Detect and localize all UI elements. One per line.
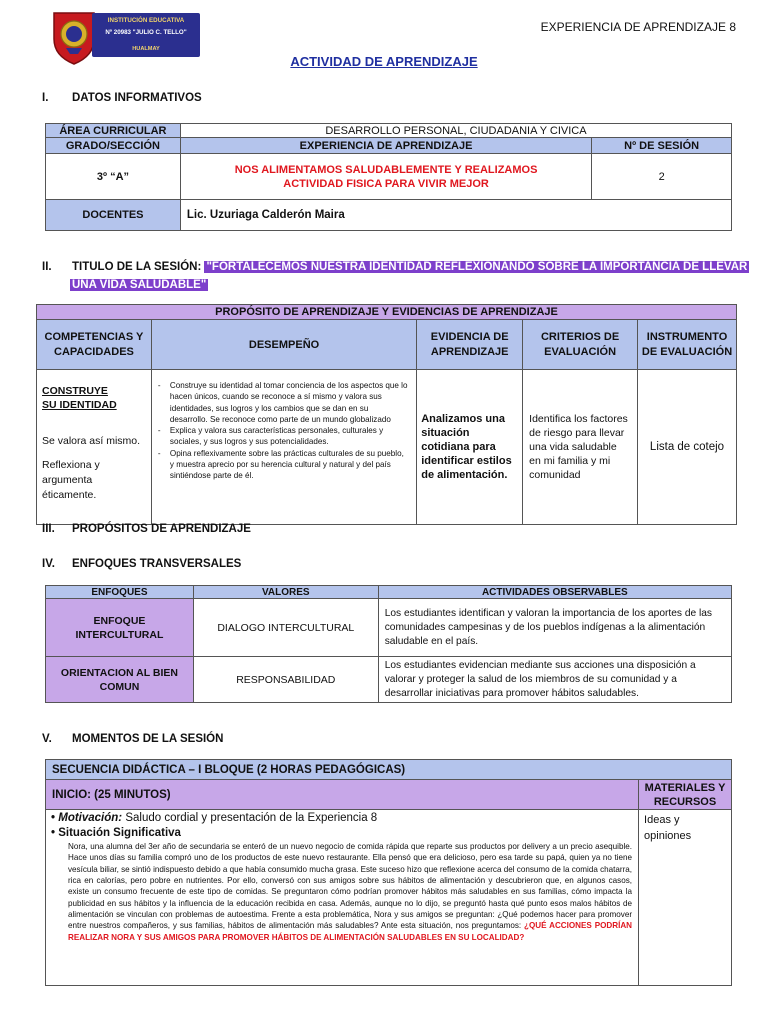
area-value: DESARROLLO PERSONAL, CIUDADANIA Y CIVICA bbox=[180, 124, 731, 138]
col-valores: VALORES bbox=[193, 586, 378, 599]
enfoque-name: ENFOQUE INTERCULTURAL bbox=[46, 599, 194, 657]
instrumento-cell: Lista de cotejo bbox=[638, 370, 737, 525]
competencia-title: CONSTRUYE SU IDENTIDAD bbox=[42, 385, 117, 411]
evidencia-cell: Analizamos una situación cotidiana para identificar estilos de alimentación. bbox=[417, 370, 523, 525]
capacidad-1: Se valora así mismo. bbox=[42, 435, 141, 447]
motivacion-label: Motivación: bbox=[58, 812, 123, 824]
section-2-title: TITULO DE LA SESIÓN: bbox=[72, 261, 202, 273]
sesion-value: 2 bbox=[592, 154, 732, 200]
grado-value: 3º “A” bbox=[46, 154, 181, 200]
enfoque-actividad: Los estudiantes identifican y valoran la importancia de los aportes de las comunidades campesinas y de los pueblos indígenas a la alimentación saludable en el país. bbox=[378, 599, 731, 657]
area-label: ÁREA CURRICULAR bbox=[46, 124, 181, 138]
competencias-cell bbox=[37, 370, 152, 525]
section-2-heading bbox=[42, 258, 749, 276]
materiales-header: MATERIALES Y RECURSOS bbox=[639, 780, 732, 810]
docentes-value: Lic. Uzuriaga Calderón Maira bbox=[180, 200, 731, 231]
enfoque-row bbox=[46, 657, 732, 703]
col-criterios: CRITERIOS DE EVALUACIÓN bbox=[523, 320, 638, 370]
logo-line-3: HUALMAY bbox=[132, 46, 160, 52]
col-desempeno: DESEMPEÑO bbox=[151, 320, 416, 370]
docentes-label: DOCENTES bbox=[46, 200, 181, 231]
desempeno-cell bbox=[151, 370, 416, 525]
experiencia-value: NOS ALIMENTAMOS SALUDABLEMENTE Y REALIZAMOS ACTIVIDAD FISICA PARA VIVIR MEJOR bbox=[180, 154, 591, 200]
momentos-table bbox=[45, 759, 732, 986]
session-title-line-2-text: UNA VIDA SALUDABLE" bbox=[72, 279, 207, 291]
section-4-number: IV. bbox=[42, 558, 56, 570]
situacion-label: Situación Significativa bbox=[58, 827, 181, 839]
enfoque-name: ORIENTACION AL BIEN COMUN bbox=[46, 657, 194, 703]
situacion-paragraph bbox=[51, 841, 634, 943]
enfoques-table bbox=[45, 585, 732, 703]
section-5-title: MOMENTOS DE LA SESIÓN bbox=[72, 733, 224, 745]
logo-line-1: INSTITUCIÓN EDUCATIVA bbox=[107, 17, 185, 24]
enfoque-row bbox=[46, 599, 732, 657]
grado-label: GRADO/SECCIÓN bbox=[46, 138, 181, 154]
situacion-line: • Situación Significativa bbox=[51, 827, 181, 839]
section-1-title: DATOS INFORMATIVOS bbox=[72, 92, 202, 104]
section-1-heading bbox=[42, 92, 202, 104]
section-2-number: II. bbox=[42, 261, 52, 273]
datos-table bbox=[45, 123, 732, 231]
capacidad-2: Reflexiona y argumenta éticamente. bbox=[42, 459, 100, 501]
section-3-title: PROPÓSITOS DE APRENDIZAJE bbox=[72, 523, 251, 535]
situacion-question: ¿QUÉ ACCIONES PODRÍAN REALIZAR NORA Y SUS AMIGOS PARA PROMOVER HÁBITOS DE ALIMENTACIÓN SALUDABLES EN SU LOCALIDAD? bbox=[68, 921, 633, 942]
col-instrumento: INSTRUMENTO DE EVALUACIÓN bbox=[638, 320, 737, 370]
inicio-content bbox=[46, 810, 639, 986]
logo-line-2: Nº 20983 "JULIO C. TELLO" bbox=[105, 29, 187, 36]
desempeno-item: - Explica y valora sus características personales, culturales y sociales, y sus logros y sus potencialidades. bbox=[157, 426, 384, 447]
inicio-header: INICIO: (25 MINUTOS) bbox=[46, 780, 639, 810]
col-evidencia: EVIDENCIA DE APRENDIZAJE bbox=[417, 320, 523, 370]
section-4-title: ENFOQUES TRANSVERSALES bbox=[72, 558, 242, 570]
enfoque-actividad: Los estudiantes evidencian mediante sus acciones una disposición a valorar y proteger la salud de los miembros de su comunidad y a desarrollar iniciativas para promover hábitos saludables. bbox=[378, 657, 731, 703]
proposito-banner: PROPÓSITO DE APRENDIZAJE Y EVIDENCIAS DE APRENDIZAJE bbox=[37, 305, 737, 320]
section-3-number: III. bbox=[42, 523, 55, 535]
session-title-line-1: "FORTALECEMOS NUESTRA IDENTIDAD REFLEXIONANDO SOBRE LA IMPORTANCIA DE LLEVAR bbox=[206, 261, 748, 273]
section-5-heading bbox=[42, 733, 223, 745]
recursos-cell: Ideas y opiniones bbox=[639, 810, 732, 986]
criterio-cell: Identifica los factores de riesgo para llevar una vida saludable en mi familia y mi comunidad bbox=[523, 370, 638, 525]
enfoque-valor: DIALOGO INTERCULTURAL bbox=[193, 599, 378, 657]
situacion-text: Nora, una alumna del 3er año de secundaria se enteró de un nuevo negocio de comida rápida que reparte sus productos por delivery a un precio asequible. Hace unos días su familia compró uno de los productos de este nuevo restaurante. Ella pensó que era delicioso, pero esa tarde su papá, quien ya no tiene vesícula biliar, se sintió indispuesto debido a que había consumido mucha grasa. Este suceso hizo que reflexione acerca del consumo de la comida chatarra, rica en calorías, pero pobre en nutrientes. Por ello, conversó con sus amigos sobre sus hábitos de alimentación y descubrieron que, en algunos casos, existe un consumo frecuente de este tipo de comidas. Se preguntaron cómo podrían promover hábitos más saludables en sus familias, cómo impacta la publicidad en sus hábitos y la influencia de la educación recibida en casa. Además, aunque no lo dijo, se preguntó hasta qué punto esos malos hábitos de alimentación se vinculan con problemas de autoestima. Frente a esta problemática, Nora y sus amigos se preguntan: ¿Qué podemos hacer para promover entre nuestros compañeros, y sus familias, hábitos de alimentación más saludables? Ante esta situación, nos preguntamos: bbox=[68, 842, 633, 931]
col-competencias: COMPETENCIAS Y CAPACIDADES bbox=[37, 320, 152, 370]
section-3-heading bbox=[42, 523, 251, 535]
session-title-line-2 bbox=[70, 276, 208, 294]
section-1-number: I. bbox=[42, 92, 49, 104]
desempeno-item: - Construye su identidad al tomar conciencia de los aspectos que lo hacen únicos, cuando se reconoce a sí mismo y valora sus identidades, sus logros y los cambios que se dan en su desarrollo. Se reconoce como parte de un mundo globalizado bbox=[157, 381, 408, 424]
proposito-table bbox=[36, 304, 737, 525]
motivacion-text: Saludo cordial y presentación de la Experiencia 8 bbox=[125, 812, 378, 824]
experience-header: EXPERIENCIA DE APRENDIZAJE 8 bbox=[540, 20, 736, 34]
enfoque-valor: RESPONSABILIDAD bbox=[193, 657, 378, 703]
page-title: ACTIVIDAD DE APRENDIZAJE bbox=[290, 54, 478, 69]
secuencia-banner: SECUENCIA DIDÁCTICA – I BLOQUE (2 HORAS PEDAGÓGICAS) bbox=[46, 760, 732, 780]
motivacion-line: • Motivación: Saludo cordial y presentación de la Experiencia 8 bbox=[51, 812, 378, 824]
section-4-heading bbox=[42, 558, 241, 570]
sesion-label: Nº DE SESIÓN bbox=[592, 138, 732, 154]
col-actividades: ACTIVIDADES OBSERVABLES bbox=[378, 586, 731, 599]
col-enfoques: ENFOQUES bbox=[46, 586, 194, 599]
desempeno-item: - Opina reflexivamente sobre las prácticas culturales de su pueblo, y muestra aprecio por su herencia cultural y natural y del país sintiéndose parte de él. bbox=[157, 448, 404, 481]
section-5-number: V. bbox=[42, 733, 52, 745]
experiencia-label: EXPERIENCIA DE APRENDIZAJE bbox=[180, 138, 591, 154]
